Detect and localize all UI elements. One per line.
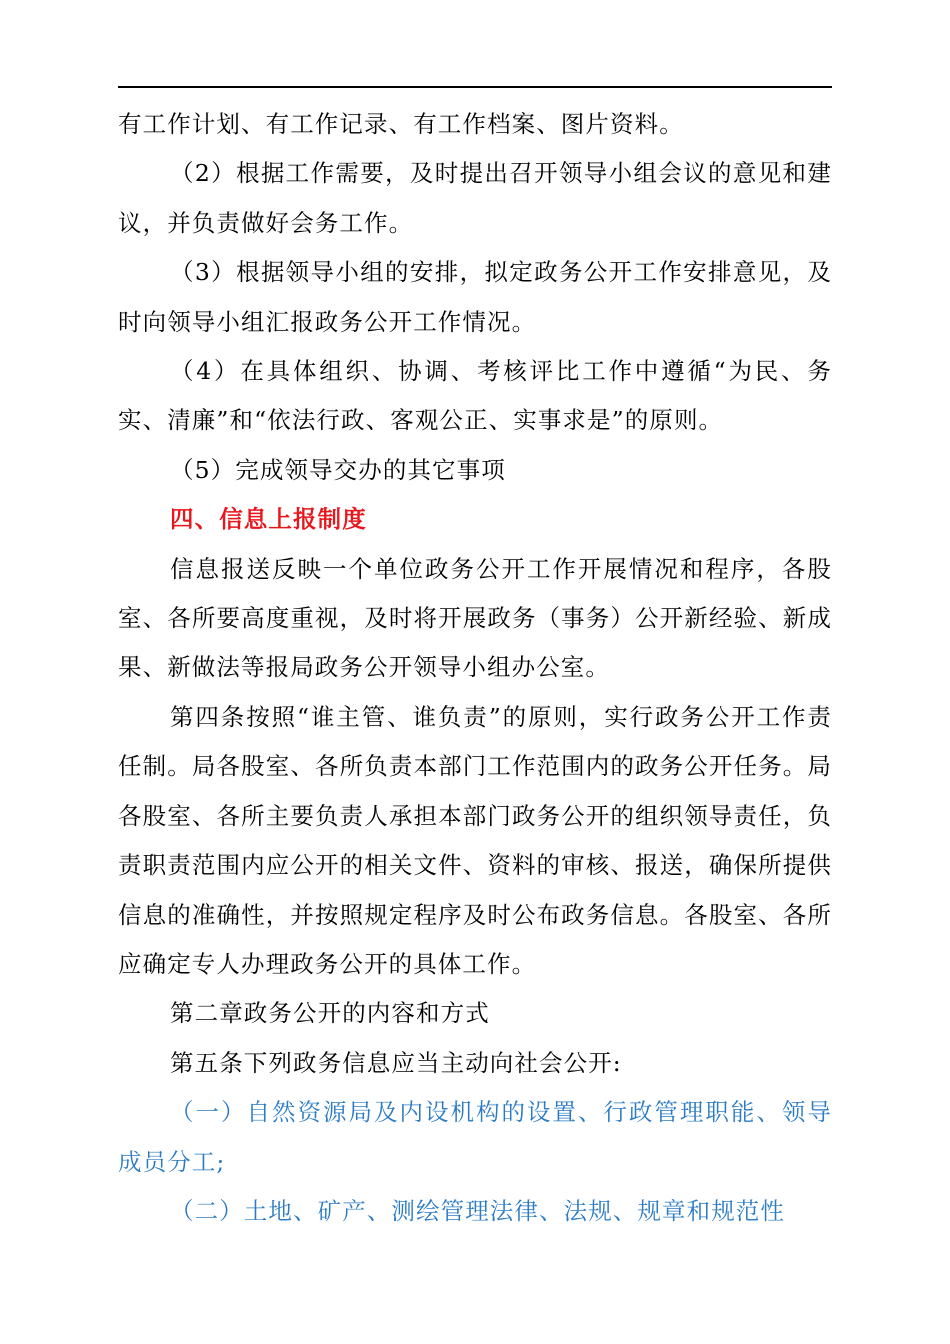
header-rule [118,86,832,88]
paragraph-article-5: 第五条下列政务信息应当主动向社会公开: [170,1048,622,1077]
paragraph-item-2: （2）根据工作需要，及时提出召开领导小组会议的意见和建议，并负责做好会务工作。 [118,159,832,237]
paragraph-continuation: 有工作计划、有工作记录、有工作档案、图片资料。 [118,110,684,138]
paragraph-item-5: （5）完成领导交办的其它事项 [170,455,506,484]
paragraph-item-4: （4）在具体组织、协调、考核评比工作中遵循“为民、务实、清廉”和“依法行政、客观公正、实事求是”的原则。 [118,357,832,435]
section-heading: 四、信息上报制度 [170,505,367,534]
paragraph-info-report: 信息报送反映一个单位政务公开工作开展情况和程序，各股室、各所要高度重视，及时将开展政务（事务）公开新经验、新成果、新做法等报局政务公开领导小组办公室。 [118,554,832,682]
paragraph-item-3: （3）根据领导小组的安排，拟定政务公开工作安排意见，及时向领导小组汇报政务公开工作情况。 [118,258,832,336]
list-item-2: （二）土地、矿产、测绘管理法律、法规、规章和规范性 [170,1196,785,1225]
list-item-1: （一）自然资源局及内设机构的设置、行政管理职能、领导成员分工; [118,1098,832,1176]
chapter-title: 第二章政务公开的内容和方式 [170,999,490,1028]
paragraph-article-4: 第四条按照“谁主管、谁负责”的原则，实行政务公开工作责任制。局各股室、各所负责本部门工作范围内的政务公开任务。局各股室、各所主要负责人承担本部门政务公开的组织领导责任，负责职责范围内应公开的相关文件、资料的审核、报送，确保所提供信息的准确性，并按照规定程序及时公布政务信息。各股室、各所应确定专人办理政务公开的具体工作。 [118,702,832,978]
document-body [118,100,832,1236]
